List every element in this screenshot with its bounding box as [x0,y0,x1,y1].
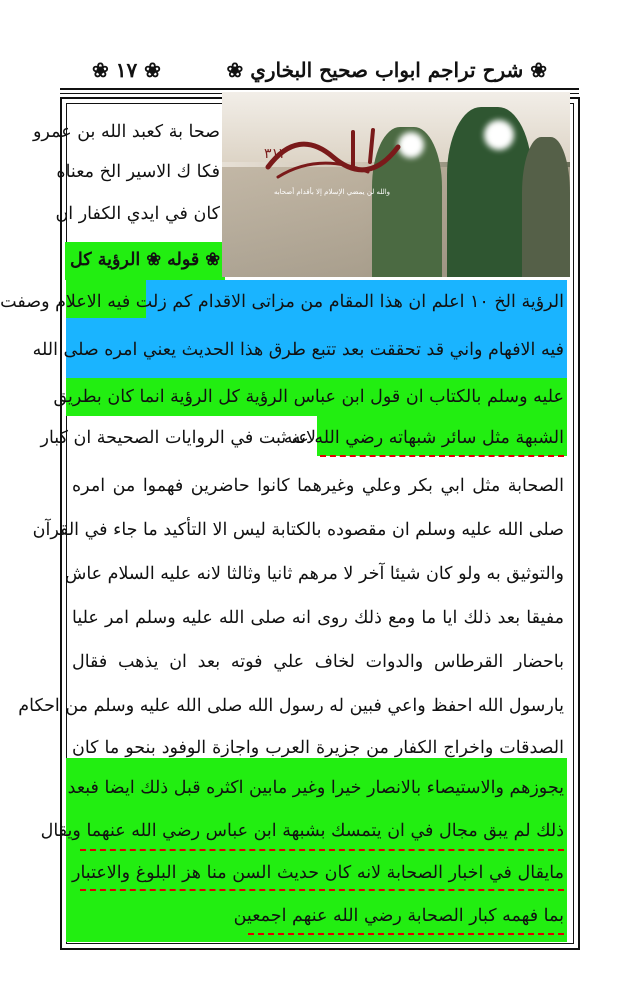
text-line-3: كان في ايدي الكفار ان [55,204,220,224]
thumbnail-caption: والله لن يمضي الإسلام إلا بأقدام أصحابه [273,188,391,196]
text-line-16: يجوزهم والاستيصاء بالانصار خيرا وغير مابين اكثره قبل ذلك ايضا فبعد [67,778,564,798]
text-line-6: فيه الافهام واني قد تحققت بعد تتبع طرق هذا الحديث يعني امره صلى الله [32,340,564,360]
text-line-4: ❀ قوله ❀ الرؤية كل [70,250,220,270]
text-line-1: صحا بة كعبد الله بن عمرو [32,122,220,142]
text-line-9: الصحابة مثل ابي بكر وعلي وغيرهما كانوا حاضرين فهموا من امره [72,476,564,496]
page-number: ❀ ۱۷ ❀ [92,58,161,82]
text-line-17: ذلك لم يبق مجال في ان يتمسك بشبهة ابن عباس رضي الله عنهما ويقال [40,821,564,841]
video-thumbnail[interactable] [222,92,570,277]
running-title: ❀ شرح تراجم ابواب صحيح البخاري ❀ [226,58,547,82]
red-underline-l17 [80,849,564,851]
thumbnail-glow [484,120,514,150]
red-underline-l19 [248,933,564,935]
logo-number: ۳۱۳ [264,146,287,162]
text-line-2: فكا ك الاسير الخ معناه [56,162,220,182]
text-line-19: بما فهمه كبار الصحابة رضي الله عنهم اجمعين [233,906,564,926]
text-line-8-highlighted: الشبهة مثل سائر شبهاته رضي الله عنه [283,428,564,448]
text-line-18: مايقال في اخبار الصحابة لانه كان حديث السن منا هز البلوغ والاعتبار [72,863,564,883]
text-line-7: عليه وسلم بالكتاب ان قول ابن عباس الرؤية كل الرؤية انما كان بطريق [53,387,564,407]
text-line-10: صلى الله عليه وسلم ان مقصوده بالكتابة ليس الا التأكيد ما جاء في القرآن [32,520,564,540]
header-rule [60,88,579,90]
red-underline-l8 [320,455,564,457]
text-line-12: مفيقا بعد ذلك ايا ما ومع ذلك روى انه صلى الله عليه وسلم امر عليا [72,608,564,628]
text-line-14: يارسول الله احفظ واعي فبين له رسول الله صلى الله عليه وسلم من احكام [18,696,564,716]
text-line-11: والتوثيق به ولو كان شيئا آخر لا مرهم ثانيا وثالثا لانه عليه السلام عاش [64,564,564,584]
text-line-13: باحضار القرطاس والدوات لخاف علي فوته بعد ان يذهب فقال [72,652,564,672]
red-underline-l18 [80,889,564,891]
text-line-5: الرؤية الخ ١٠ اعلم ان هذا المقام من مزاتى الاقدام كم زلت فيه الاعلام وصفت [0,292,564,312]
thumbnail-figure [522,137,570,277]
text-line-8-rest: لانه ثبت في الروايات الصحيحة ان كبار [40,428,316,448]
text-line-15: الصدقات واخراج الكفار من جزيرة العرب واجازة الوفود بنحو ما كان [72,738,564,758]
